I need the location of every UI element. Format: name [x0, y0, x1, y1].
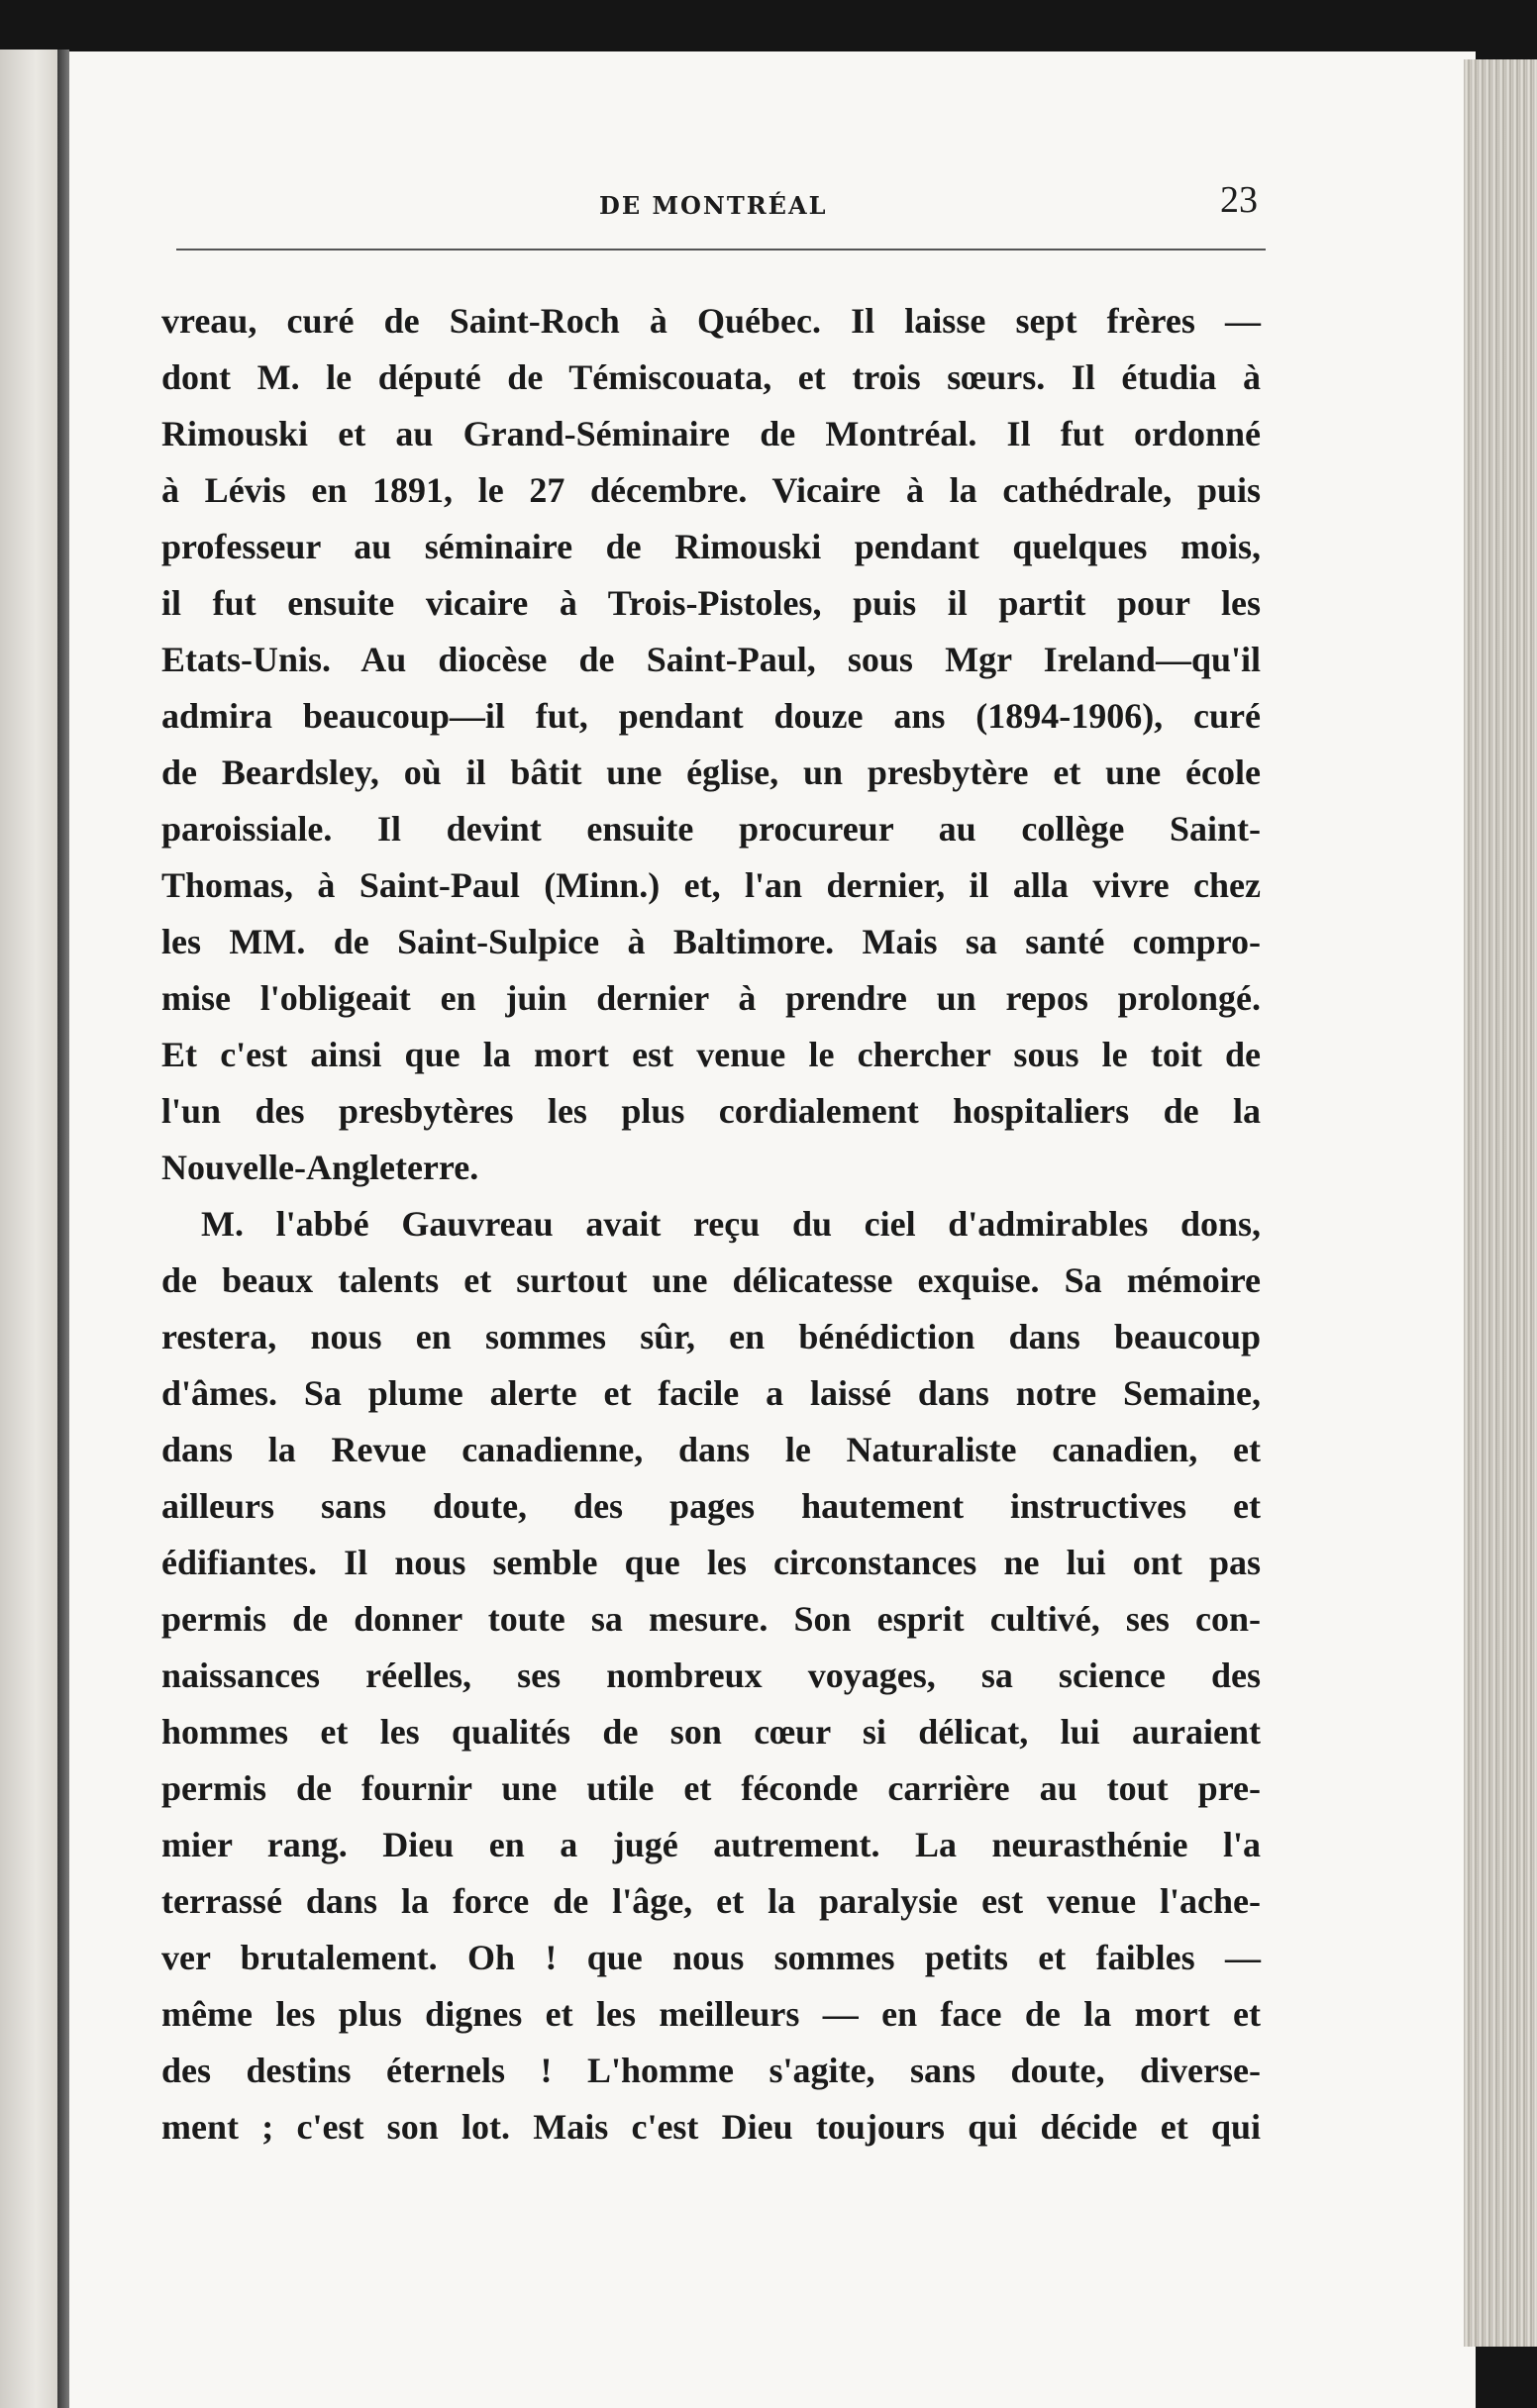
text-line: hommes et les qualités de son cœur si délicat, lui auraient [161, 1712, 1261, 1752]
running-head: DE MONTRÉAL [599, 191, 828, 220]
text-line: ailleurs sans doute, des pages hautement instructives et [161, 1486, 1261, 1526]
text-line: ment ; c'est son lot. Mais c'est Dieu toujours qui décide et qui [161, 2107, 1261, 2147]
text-line: mise l'obligeait en juin dernier à prendre un repos prolongé. [161, 978, 1261, 1018]
text-line: même les plus dignes et les meilleurs — en face de la mort et [161, 1994, 1261, 2034]
text-line: naissances réelles, ses nombreux voyages, sa science des [161, 1656, 1261, 1695]
text-line: de beaux talents et surtout une délicatesse exquise. Sa mémoire [161, 1260, 1261, 1300]
text-line: Nouvelle-Angleterre. [161, 1148, 479, 1187]
text-line: dont M. le député de Témiscouata, et trois sœurs. Il étudia à [161, 357, 1261, 397]
text-line: de Beardsley, où il bâtit une église, un presbytère et une école [161, 752, 1261, 792]
paragraph-1 [161, 293, 1261, 1196]
text-line: permis de fournir une utile et féconde carrière au tout pre- [161, 1768, 1261, 1808]
book-spine-shadow [57, 50, 69, 2408]
text-line: terrassé dans la force de l'âge, et la paralysie est venue l'ache- [161, 1881, 1261, 1921]
text-line: il fut ensuite vicaire à Trois-Pistoles, puis il partit pour les [161, 583, 1261, 623]
text-line: ver brutalement. Oh ! que nous sommes petits et faibles — [161, 1938, 1261, 1977]
paragraph-2 [161, 1196, 1261, 2156]
text-line: M. l'abbé Gauvreau avait reçu du ciel d'admirables dons, [201, 1204, 1261, 1244]
text-line: d'âmes. Sa plume alerte et facile a laissé dans notre Semaine, [161, 1373, 1261, 1413]
text-line: l'un des presbytères les plus cordialement hospitaliers de la [161, 1091, 1261, 1131]
text-line: permis de donner toute sa mesure. Son esprit cultivé, ses con- [161, 1599, 1261, 1639]
text-line: dans la Revue canadienne, dans le Naturaliste canadien, et [161, 1430, 1261, 1469]
text-line: vreau, curé de Saint-Roch à Québec. Il laisse sept frères — [161, 301, 1261, 341]
text-line: édifiantes. Il nous semble que les circonstances ne lui ont pas [161, 1543, 1261, 1582]
text-line: professeur au séminaire de Rimouski pendant quelques mois, [161, 527, 1261, 566]
text-line: à Lévis en 1891, le 27 décembre. Vicaire à la cathédrale, puis [161, 470, 1261, 510]
text-line: Etats-Unis. Au diocèse de Saint-Paul, sous Mgr Ireland—qu'il [161, 640, 1261, 679]
text-line: des destins éternels ! L'homme s'agite, sans doute, diverse- [161, 2051, 1261, 2090]
text-line: paroissiale. Il devint ensuite procureur au collège Saint- [161, 809, 1261, 849]
text-line: Et c'est ainsi que la mort est venue le chercher sous le toit de [161, 1035, 1261, 1074]
previous-page-edge [0, 50, 59, 2408]
text-line: Rimouski et au Grand-Séminaire de Montréal. Il fut ordonné [161, 414, 1261, 453]
text-line: restera, nous en sommes sûr, en bénédiction dans beaucoup [161, 1317, 1261, 1356]
body-text [161, 293, 1261, 2156]
page-number: 23 [1220, 179, 1258, 221]
text-line: admira beaucoup—il fut, pendant douze ans (1894-1906), curé [161, 696, 1261, 736]
page-stack-edge [1464, 59, 1537, 2347]
header-rule [176, 249, 1266, 251]
text-line: Thomas, à Saint-Paul (Minn.) et, l'an dernier, il alla vivre chez [161, 865, 1261, 905]
text-line: mier rang. Dieu en a jugé autrement. La neurasthénie l'a [161, 1825, 1261, 1864]
text-line: les MM. de Saint-Sulpice à Baltimore. Mais sa santé compro- [161, 922, 1261, 961]
